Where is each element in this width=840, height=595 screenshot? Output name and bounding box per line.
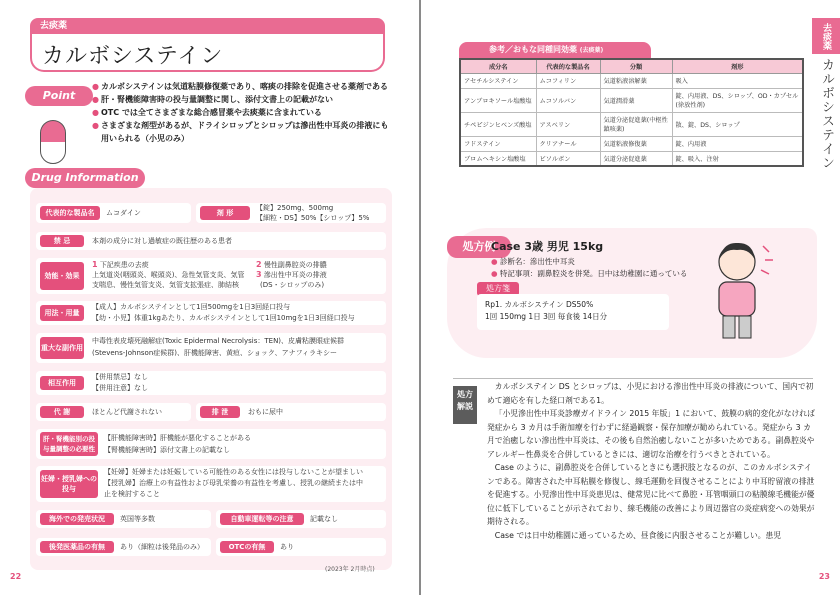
prescription-tag: 処方箋 (477, 282, 519, 296)
value-brand: ムコダイン (106, 209, 141, 217)
label-overseas: 海外での発売状況 (40, 513, 114, 525)
value-overseas: 英国等多数 (120, 515, 155, 523)
explanation-tag-2: 解説 (457, 402, 473, 411)
explanation-paragraph: カルボシステイン DS とシロップは、小児における滲出性中耳炎の排液について、国内で初めて適応を有した経口剤である1。 (487, 382, 814, 405)
label-dose: 用法・用量 (40, 305, 84, 321)
effect-1-3: 支喘息、慢性気管支炎、気管支拡張症、肺結核 (92, 281, 239, 289)
effect-1-2: 上気道炎(咽頭炎、喉頭炎)、急性気管支炎、気管 (92, 271, 245, 279)
row-overseas (36, 510, 211, 528)
page-title: カルボシステイン (42, 44, 224, 69)
pregnancy-3: 止を検討すること (104, 490, 160, 498)
point-item: ● OTC では全てさまざまな総合感冒薬や去痰薬に含まれている (92, 106, 392, 119)
ref-header: 分類 (600, 59, 672, 73)
divider (453, 378, 813, 379)
point-list (92, 80, 392, 145)
updated-note: (2023年 2月時点) (325, 566, 375, 573)
left-page (0, 0, 419, 595)
label-renal: 肝・腎機能別の投与量調整の必要性 (40, 432, 98, 456)
ref-title: 参考／おもな同種同効薬 (489, 45, 577, 54)
effect-3-2: (DS・シロップのみ) (260, 281, 325, 289)
effect-1-1: 下記疾患の去痰 (99, 261, 149, 269)
ref-cell: ブロムヘキシン塩酸塩 (460, 151, 536, 166)
ref-cell: 気道分泌促進薬(中枢性鎮咳薬) (600, 112, 672, 136)
label-driving: 自動車運転等の注意 (220, 513, 304, 525)
row-pregnancy (36, 466, 386, 502)
row-brand (36, 203, 191, 223)
label-metabolism: 代 謝 (40, 406, 84, 418)
row-contra (36, 232, 386, 250)
row-effect (36, 258, 386, 294)
pregnancy-1: 【妊婦】妊婦または妊娠している可能性のある女性には投与しないことが望ましい (104, 468, 363, 476)
row-otc (216, 538, 386, 556)
ref-cell: ビソルボン (536, 151, 600, 166)
renal-1: 【肝機能障害時】肝機能が悪化することがある (104, 434, 251, 442)
point-item: ● さまざまな剤型があるが、ドライシロップとシロップは滲出性中耳炎の排液にも用いられる（小児のみ） (92, 119, 392, 145)
ref-cell: クリアナール (536, 136, 600, 151)
side-tab: 去痰薬 (812, 18, 840, 54)
ref-cell: 気道粘液溶解薬 (600, 73, 672, 88)
ref-cell: ムコフィリン (536, 73, 600, 88)
ref-header: 成分名 (460, 59, 536, 73)
ref-cell: アスベリン (536, 112, 600, 136)
table-row (460, 73, 803, 88)
value-driving: 記載なし (310, 515, 338, 523)
row-adverse (36, 333, 386, 363)
ref-subtitle: (去痰薬) (579, 47, 604, 54)
ref-header: 代表的な製品名 (536, 59, 600, 73)
num-2: 2 (256, 260, 262, 269)
capsule-character-icon (40, 120, 66, 164)
effect-2: 慢性副鼻腔炎の排膿 (263, 261, 327, 269)
label-effect: 効能・効果 (40, 262, 84, 290)
label-brand: 代表的な製品名 (40, 206, 100, 220)
table-row (460, 151, 803, 166)
row-renal (36, 429, 386, 459)
value-metabolism: ほとんど代謝されない (92, 408, 162, 416)
label-form: 剤 形 (200, 206, 250, 220)
ref-cell: 錠、吸入、注射 (672, 151, 803, 166)
ref-title-bar (459, 42, 651, 58)
explanation-text (487, 380, 817, 542)
ref-cell: アセチルシステイン (460, 73, 536, 88)
ref-table (459, 58, 804, 167)
prescription-line-2: 1回 150mg 1日 3回 毎食後 14日分 (485, 312, 608, 321)
point-label: Point (25, 86, 93, 106)
value-excretion: おもに尿中 (248, 408, 283, 416)
category-tag: 去痰薬 (30, 18, 385, 34)
table-row (460, 136, 803, 151)
row-generic (36, 538, 211, 556)
row-driving (216, 510, 386, 528)
side-title: カルボシステイン (819, 58, 834, 170)
point-item: ● カルボシステインは気道粘膜修復薬であり、喀痰の排除を促進させる薬剤である (92, 80, 392, 93)
label-pregnancy: 妊婦・授乳婦への投与 (40, 470, 98, 498)
right-page (421, 0, 840, 595)
explanation-paragraph: Case のように、副鼻腔炎を合併しているときにも選択肢となるのが、このカルボシステインである。障害された中耳粘膜を修復し、線毛運動を回復させることにより中耳貯留液の排泄を促進する。小児滲出性中耳炎患児は、健常児に比べて鼻腔・耳管咽頭口の粘膜線毛機能が優位に低下していることが示されており、線毛機能の改善により周辺器官の炎症病変への効果が期待される。 (487, 463, 815, 526)
page-number-left: 22 (10, 572, 22, 581)
ref-cell: 散、錠、DS、シロップ (672, 112, 803, 136)
value-form-1: 【錠】250mg、500mg (256, 204, 334, 212)
value-form-2: 【細粒・DS】50%【シロップ】5% (256, 214, 370, 222)
label-adverse: 重大な副作用 (40, 337, 84, 359)
pregnancy-2: 【授乳婦】治療上の有益性および母乳栄養の有益性を考慮し、授乳の継続または中 (104, 479, 363, 487)
explanation-tag (453, 386, 477, 424)
ref-cell: 気道粘液修復薬 (600, 136, 672, 151)
explanation-paragraph: 「小児滲出性中耳炎診療ガイドライン 2015 年版」1 において、鼓膜の病的変化がなければ発症から 3 カ月は手術加療を行わずに経過観察・保存加療が勧められている。発症から 3 カ月で治癒しない滲出性中耳炎は、その後も自然治癒しないことが多いためである。副鼻腔炎やアレルギー性鼻炎を合併しているときには、適切な治療を行うべきとされている。 (487, 409, 815, 459)
point-item: ● 肝・腎機能障害時の投与量調整に関し、添付文書上の記載がない (92, 93, 392, 106)
explanation-paragraph: Case では日中幼稚園に通っているため、昼食後に内服させることが難しい。患児 (494, 530, 782, 540)
value-otc: あり (280, 543, 294, 551)
label-contra: 禁 忌 (40, 235, 84, 247)
table-row (460, 112, 803, 136)
ref-cell: 錠、内用液、DS、シロップ、OD・カプセル(徐放性剤) (672, 88, 803, 112)
rx-label: 処方例 (447, 236, 511, 258)
effect-3: 滲出性中耳炎の排液 (263, 271, 327, 279)
ref-cell: 錠、内用液 (672, 136, 803, 151)
adverse-2: (Stevens-Johnson症候群)、肝機能障害、黄疸、ショック、アナフィラキシー (92, 349, 337, 357)
label-interaction: 相互作用 (40, 376, 84, 390)
dose-1: 【成人】カルボシステインとして1回500mgを1日3回経口投与 (92, 303, 291, 311)
value-generic: あり（細粒は後発品のみ） (120, 543, 204, 551)
row-metabolism (36, 403, 191, 421)
prescription-line-1: Rp1. カルボシステイン DS50% (485, 300, 594, 309)
label-excretion: 排 泄 (200, 406, 240, 418)
dose-2: 【幼・小児】体重1kgあたり、カルボシステインとして1回10mgを1日3回経口投与 (92, 314, 355, 322)
drug-info-label: Drug Information (25, 168, 145, 188)
page-number-right: 23 (818, 572, 830, 581)
interaction-2: 【併用注意】なし (92, 384, 148, 392)
label-generic: 後発医薬品の有無 (40, 541, 114, 553)
case-item: ● 診断名：滲出性中耳炎 (491, 256, 687, 268)
renal-2: 【腎機能障害時】添付文書上の記載なし (104, 446, 230, 454)
interaction-1: 【併用禁忌】なし (92, 373, 148, 381)
ref-cell: 気道潤滑薬 (600, 88, 672, 112)
ref-cell: アンブロキソール塩酸塩 (460, 88, 536, 112)
ref-header: 剤形 (672, 59, 803, 73)
row-excretion (196, 403, 386, 421)
label-otc: OTCの有無 (220, 541, 274, 553)
prescription-box (477, 294, 669, 330)
child-illustration-icon (699, 238, 779, 344)
ref-cell: 気道分泌促進薬 (600, 151, 672, 166)
title-box (30, 34, 385, 72)
row-form (196, 203, 386, 223)
value-contra: 本剤の成分に対し過敏症の既往歴のある患者 (92, 237, 232, 245)
case-item: ● 特記事項：副鼻腔炎を併発。日中は幼稚園に通っている (491, 268, 687, 280)
row-interaction (36, 371, 386, 395)
ref-cell: ムコソルバン (536, 88, 600, 112)
case-title: Case 3歳 男児 15kg (491, 240, 604, 253)
explanation-tag-1: 処方 (457, 390, 473, 399)
num-1: 1 (92, 260, 98, 269)
ref-cell: 吸入 (672, 73, 803, 88)
ref-cell: フドステイン (460, 136, 536, 151)
adverse-1: 中毒性表皮壊死融解症(Toxic Epidermal Necrolysis：TEN)、皮膚粘膜眼症候群 (92, 337, 345, 345)
case-list (491, 256, 687, 280)
num-3: 3 (256, 270, 262, 279)
ref-cell: チペピジンヒベンズ酸塩 (460, 112, 536, 136)
row-dose (36, 301, 386, 325)
table-row (460, 88, 803, 112)
